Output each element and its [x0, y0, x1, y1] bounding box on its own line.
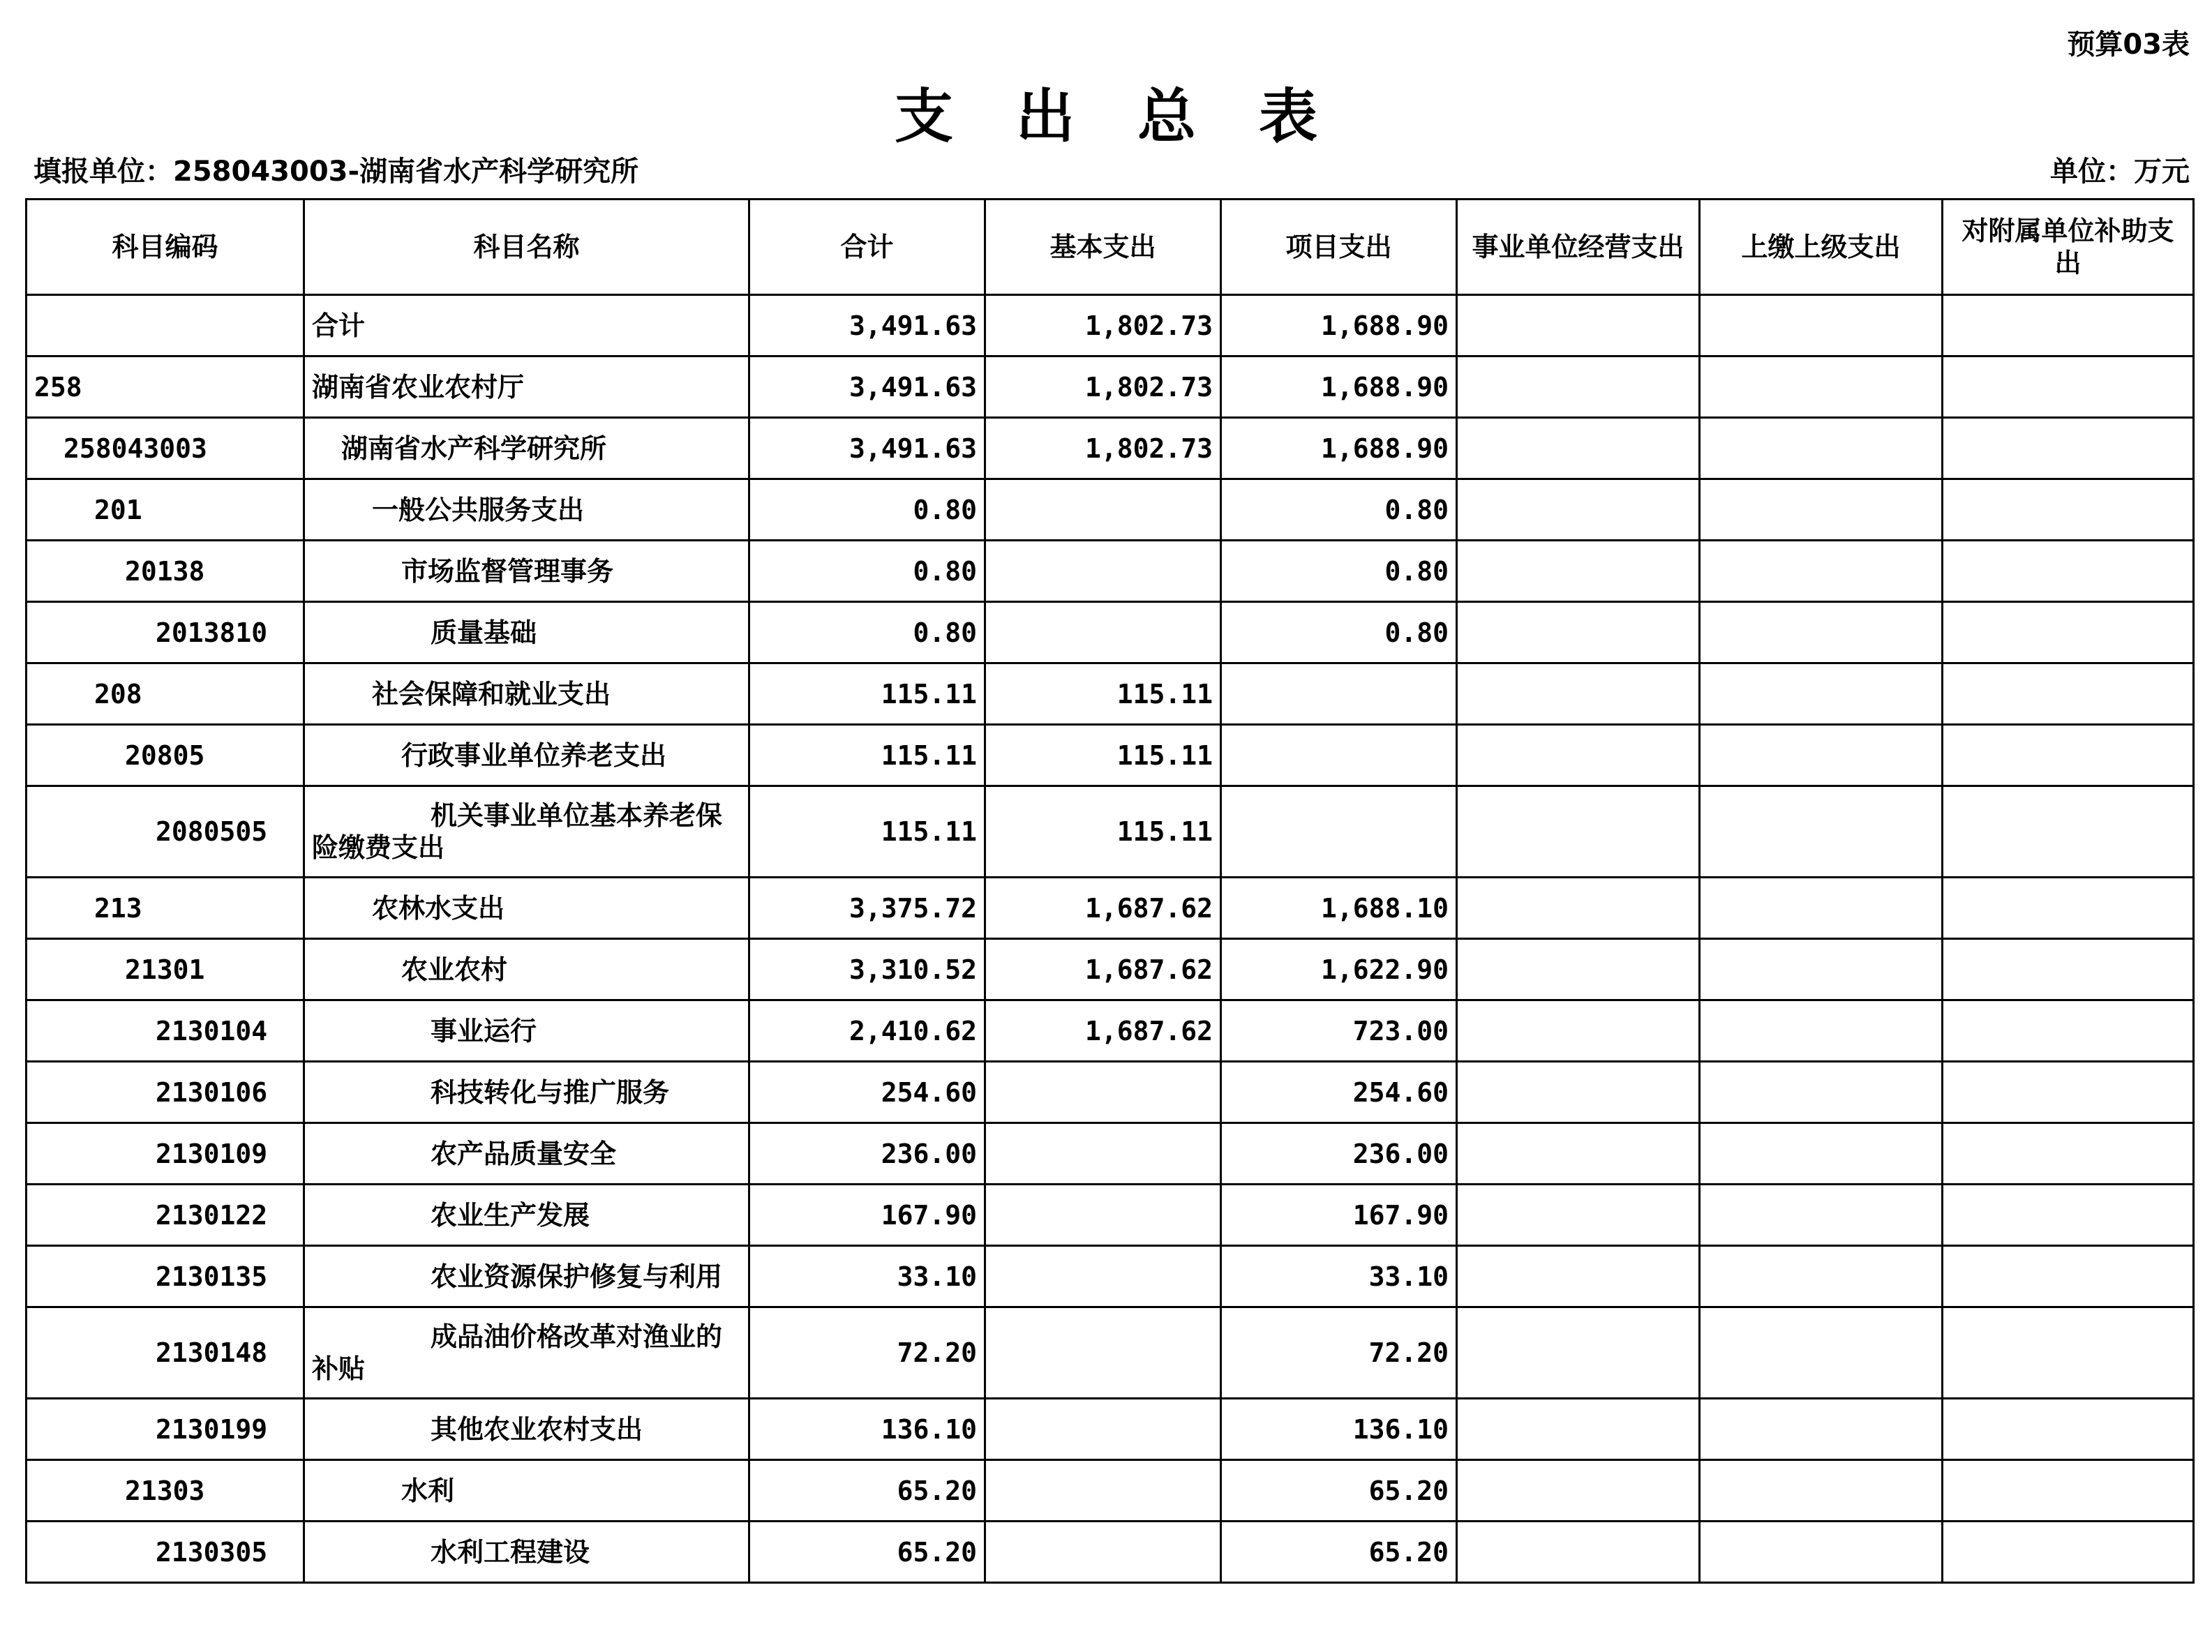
cell-total: 3,491.63: [749, 295, 985, 356]
cell-name: [304, 295, 749, 356]
cell-project: 1,688.90: [1221, 418, 1457, 479]
cell-subsidy: [1943, 1246, 2194, 1307]
cell-name-text: 农业资源保护修复与利用: [431, 1261, 723, 1292]
cell-upper: [1700, 725, 1943, 786]
cell-project: 0.80: [1221, 541, 1457, 602]
cell-name: [304, 1123, 749, 1185]
table-body: [27, 295, 2194, 1583]
cell-business: [1457, 295, 1700, 356]
cell-code: 20138: [27, 541, 304, 602]
cell-code: 258043003: [27, 418, 304, 479]
cell-code: 208: [27, 663, 304, 725]
currency-unit: 单位：万元: [2050, 156, 2190, 188]
cell-name-text: 事业运行: [431, 1015, 537, 1046]
table-row: [27, 602, 2194, 663]
cell-subsidy: [1943, 295, 2194, 356]
cell-upper: [1700, 663, 1943, 725]
cell-name: [304, 418, 749, 479]
cell-name-text: 一般公共服务支出: [372, 494, 585, 525]
cell-project: 1,688.90: [1221, 356, 1457, 418]
cell-upper: [1700, 418, 1943, 479]
cell-basic: 1,802.73: [985, 295, 1221, 356]
cell-code: 213: [27, 878, 304, 939]
cell-name: [304, 663, 749, 725]
table-row: [27, 1185, 2194, 1246]
cell-subsidy: [1943, 1522, 2194, 1583]
cell-subsidy: [1943, 939, 2194, 1000]
cell-subsidy: [1943, 479, 2194, 541]
col-header-total: 合计: [749, 200, 985, 295]
table-row: [27, 786, 2194, 878]
filing-unit: 填报单位：258043003-湖南省水产科学研究所: [33, 156, 639, 188]
cell-name-text: 湖南省水产科学研究所: [341, 433, 607, 464]
cell-project: 254.60: [1221, 1062, 1457, 1123]
table-row: [27, 1246, 2194, 1307]
cell-code: 2013810: [27, 602, 304, 663]
cell-basic: [985, 541, 1221, 602]
cell-name: [304, 1399, 749, 1460]
table-row: [27, 295, 2194, 356]
cell-business: [1457, 356, 1700, 418]
cell-business: [1457, 725, 1700, 786]
table-row: [27, 1307, 2194, 1399]
cell-subsidy: [1943, 1460, 2194, 1522]
cell-name: [304, 1246, 749, 1307]
cell-code: 2130135: [27, 1246, 304, 1307]
cell-basic: 1,802.73: [985, 418, 1221, 479]
cell-subsidy: [1943, 878, 2194, 939]
col-header-name: 科目名称: [304, 200, 749, 295]
cell-name: [304, 1062, 749, 1123]
cell-total: 3,491.63: [749, 418, 985, 479]
cell-code: 2130106: [27, 1062, 304, 1123]
cell-name-text: 农林水支出: [372, 892, 505, 924]
cell-basic: [985, 1307, 1221, 1399]
cell-upper: [1700, 939, 1943, 1000]
table-row: [27, 479, 2194, 541]
cell-total: 33.10: [749, 1246, 985, 1307]
cell-business: [1457, 663, 1700, 725]
cell-name-text: 市场监督管理事务: [401, 555, 614, 587]
cell-business: [1457, 939, 1700, 1000]
cell-project: 236.00: [1221, 1123, 1457, 1185]
cell-name-text: 行政事业单位养老支出: [401, 739, 667, 771]
cell-code: 2130148: [27, 1307, 304, 1399]
cell-project: 723.00: [1221, 1000, 1457, 1062]
table-row: [27, 1123, 2194, 1185]
cell-project: 65.20: [1221, 1460, 1457, 1522]
cell-subsidy: [1943, 1307, 2194, 1399]
cell-code: 21301: [27, 939, 304, 1000]
cell-basic: [985, 1123, 1221, 1185]
cell-upper: [1700, 356, 1943, 418]
cell-upper: [1700, 1185, 1943, 1246]
cell-name-text: 质量基础: [431, 617, 537, 648]
header-row: [27, 200, 2194, 295]
cell-name: [304, 356, 749, 418]
cell-project: 0.80: [1221, 479, 1457, 541]
cell-total: 236.00: [749, 1123, 985, 1185]
cell-name: [304, 1307, 749, 1399]
cell-code: [27, 295, 304, 356]
col-header-subsidy: 对附属单位补助支出: [1943, 200, 2194, 295]
cell-name-text: 水利工程建设: [431, 1536, 590, 1568]
cell-project: [1221, 725, 1457, 786]
cell-business: [1457, 786, 1700, 878]
cell-project: 65.20: [1221, 1522, 1457, 1583]
cell-project: [1221, 786, 1457, 878]
cell-basic: 1,687.62: [985, 878, 1221, 939]
cell-total: 254.60: [749, 1062, 985, 1123]
table-row: [27, 1000, 2194, 1062]
cell-name: [304, 786, 749, 878]
cell-name: [304, 1185, 749, 1246]
cell-name: [304, 1000, 749, 1062]
cell-subsidy: [1943, 418, 2194, 479]
cell-upper: [1700, 479, 1943, 541]
col-header-upper: 上缴上级支出: [1700, 200, 1943, 295]
cell-subsidy: [1943, 1399, 2194, 1460]
cell-business: [1457, 1399, 1700, 1460]
cell-project: [1221, 663, 1457, 725]
cell-subsidy: [1943, 1062, 2194, 1123]
cell-name-text: 水利: [401, 1475, 455, 1506]
cell-total: 65.20: [749, 1460, 985, 1522]
cell-name-text: 农产品质量安全: [431, 1138, 617, 1169]
cell-basic: 115.11: [985, 725, 1221, 786]
cell-basic: [985, 1062, 1221, 1123]
cell-total: 3,310.52: [749, 939, 985, 1000]
cell-name-text: 合计: [312, 310, 366, 341]
cell-basic: [985, 1185, 1221, 1246]
cell-business: [1457, 1522, 1700, 1583]
cell-name: [304, 878, 749, 939]
cell-name: [304, 939, 749, 1000]
cell-code: 2130122: [27, 1185, 304, 1246]
cell-business: [1457, 1123, 1700, 1185]
cell-total: 65.20: [749, 1522, 985, 1583]
table-row: [27, 1062, 2194, 1123]
cell-business: [1457, 1460, 1700, 1522]
cell-code: 2130109: [27, 1123, 304, 1185]
cell-code: 21303: [27, 1460, 304, 1522]
cell-business: [1457, 878, 1700, 939]
cell-code: 2130305: [27, 1522, 304, 1583]
col-header-project: 项目支出: [1221, 200, 1457, 295]
table-row: [27, 1522, 2194, 1583]
cell-project: 167.90: [1221, 1185, 1457, 1246]
cell-name-text: 科技转化与推广服务: [431, 1076, 670, 1108]
cell-business: [1457, 1185, 1700, 1246]
cell-name-text: 湖南省农业农村厅: [312, 371, 525, 403]
cell-basic: 1,687.62: [985, 1000, 1221, 1062]
cell-total: 3,375.72: [749, 878, 985, 939]
table-row: [27, 418, 2194, 479]
cell-project: 136.10: [1221, 1399, 1457, 1460]
cell-name: [304, 602, 749, 663]
table-row: [27, 663, 2194, 725]
cell-business: [1457, 541, 1700, 602]
cell-project: 72.20: [1221, 1307, 1457, 1399]
cell-business: [1457, 479, 1700, 541]
cell-total: 115.11: [749, 786, 985, 878]
cell-business: [1457, 1307, 1700, 1399]
cell-name-text: 成品油价格改革对渔业的补贴: [312, 1321, 723, 1384]
cell-basic: 1,802.73: [985, 356, 1221, 418]
cell-business: [1457, 1000, 1700, 1062]
cell-subsidy: [1943, 786, 2194, 878]
cell-upper: [1700, 1123, 1943, 1185]
expenditure-table: [25, 198, 2195, 1584]
cell-upper: [1700, 1399, 1943, 1460]
cell-name: [304, 1460, 749, 1522]
cell-basic: 1,687.62: [985, 939, 1221, 1000]
cell-business: [1457, 418, 1700, 479]
cell-business: [1457, 602, 1700, 663]
cell-name: [304, 541, 749, 602]
cell-project: 1,688.90: [1221, 295, 1457, 356]
cell-business: [1457, 1062, 1700, 1123]
cell-code: 201: [27, 479, 304, 541]
cell-upper: [1700, 1307, 1943, 1399]
cell-code: 2130104: [27, 1000, 304, 1062]
cell-name-text: 其他农业农村支出: [431, 1413, 643, 1445]
cell-name-text: 农业生产发展: [431, 1199, 590, 1231]
cell-total: 3,491.63: [749, 356, 985, 418]
cell-upper: [1700, 1062, 1943, 1123]
cell-project: 1,688.10: [1221, 878, 1457, 939]
page-title: 支出总表: [894, 82, 1380, 151]
cell-project: 0.80: [1221, 602, 1457, 663]
cell-subsidy: [1943, 602, 2194, 663]
cell-project: 1,622.90: [1221, 939, 1457, 1000]
cell-upper: [1700, 295, 1943, 356]
cell-upper: [1700, 1522, 1943, 1583]
cell-subsidy: [1943, 1000, 2194, 1062]
cell-total: 2,410.62: [749, 1000, 985, 1062]
cell-subsidy: [1943, 356, 2194, 418]
cell-subsidy: [1943, 1123, 2194, 1185]
cell-basic: [985, 1460, 1221, 1522]
cell-project: 33.10: [1221, 1246, 1457, 1307]
table-row: [27, 725, 2194, 786]
cell-basic: [985, 479, 1221, 541]
cell-name-text: 社会保障和就业支出: [372, 678, 611, 709]
table-row: [27, 356, 2194, 418]
cell-total: 136.10: [749, 1399, 985, 1460]
cell-basic: [985, 1399, 1221, 1460]
cell-basic: 115.11: [985, 786, 1221, 878]
cell-total: 115.11: [749, 725, 985, 786]
cell-upper: [1700, 1246, 1943, 1307]
cell-total: 72.20: [749, 1307, 985, 1399]
cell-name: [304, 1522, 749, 1583]
col-header-basic: 基本支出: [985, 200, 1221, 295]
cell-code: 2080505: [27, 786, 304, 878]
cell-code: 2130199: [27, 1399, 304, 1460]
cell-name-text: 农业农村: [401, 954, 508, 985]
table-row: [27, 939, 2194, 1000]
cell-business: [1457, 1246, 1700, 1307]
col-header-business: 事业单位经营支出: [1457, 200, 1700, 295]
cell-upper: [1700, 878, 1943, 939]
cell-basic: [985, 1522, 1221, 1583]
cell-basic: [985, 602, 1221, 663]
cell-upper: [1700, 1460, 1943, 1522]
cell-upper: [1700, 602, 1943, 663]
cell-total: 167.90: [749, 1185, 985, 1246]
cell-basic: 115.11: [985, 663, 1221, 725]
cell-name: [304, 725, 749, 786]
cell-name-text: 机关事业单位基本养老保险缴费支出: [312, 800, 723, 863]
cell-upper: [1700, 1000, 1943, 1062]
table-row: [27, 541, 2194, 602]
form-number: 预算03表: [2067, 29, 2190, 61]
cell-basic: [985, 1246, 1221, 1307]
cell-total: 0.80: [749, 479, 985, 541]
table-row: [27, 878, 2194, 939]
cell-code: 258: [27, 356, 304, 418]
cell-subsidy: [1943, 1185, 2194, 1246]
table-row: [27, 1399, 2194, 1460]
cell-subsidy: [1943, 663, 2194, 725]
cell-name: [304, 479, 749, 541]
col-header-code: 科目编码: [27, 200, 304, 295]
table-row: [27, 1460, 2194, 1522]
cell-total: 0.80: [749, 541, 985, 602]
cell-total: 115.11: [749, 663, 985, 725]
cell-subsidy: [1943, 541, 2194, 602]
cell-code: 20805: [27, 725, 304, 786]
cell-subsidy: [1943, 725, 2194, 786]
cell-total: 0.80: [749, 602, 985, 663]
cell-upper: [1700, 541, 1943, 602]
cell-upper: [1700, 786, 1943, 878]
